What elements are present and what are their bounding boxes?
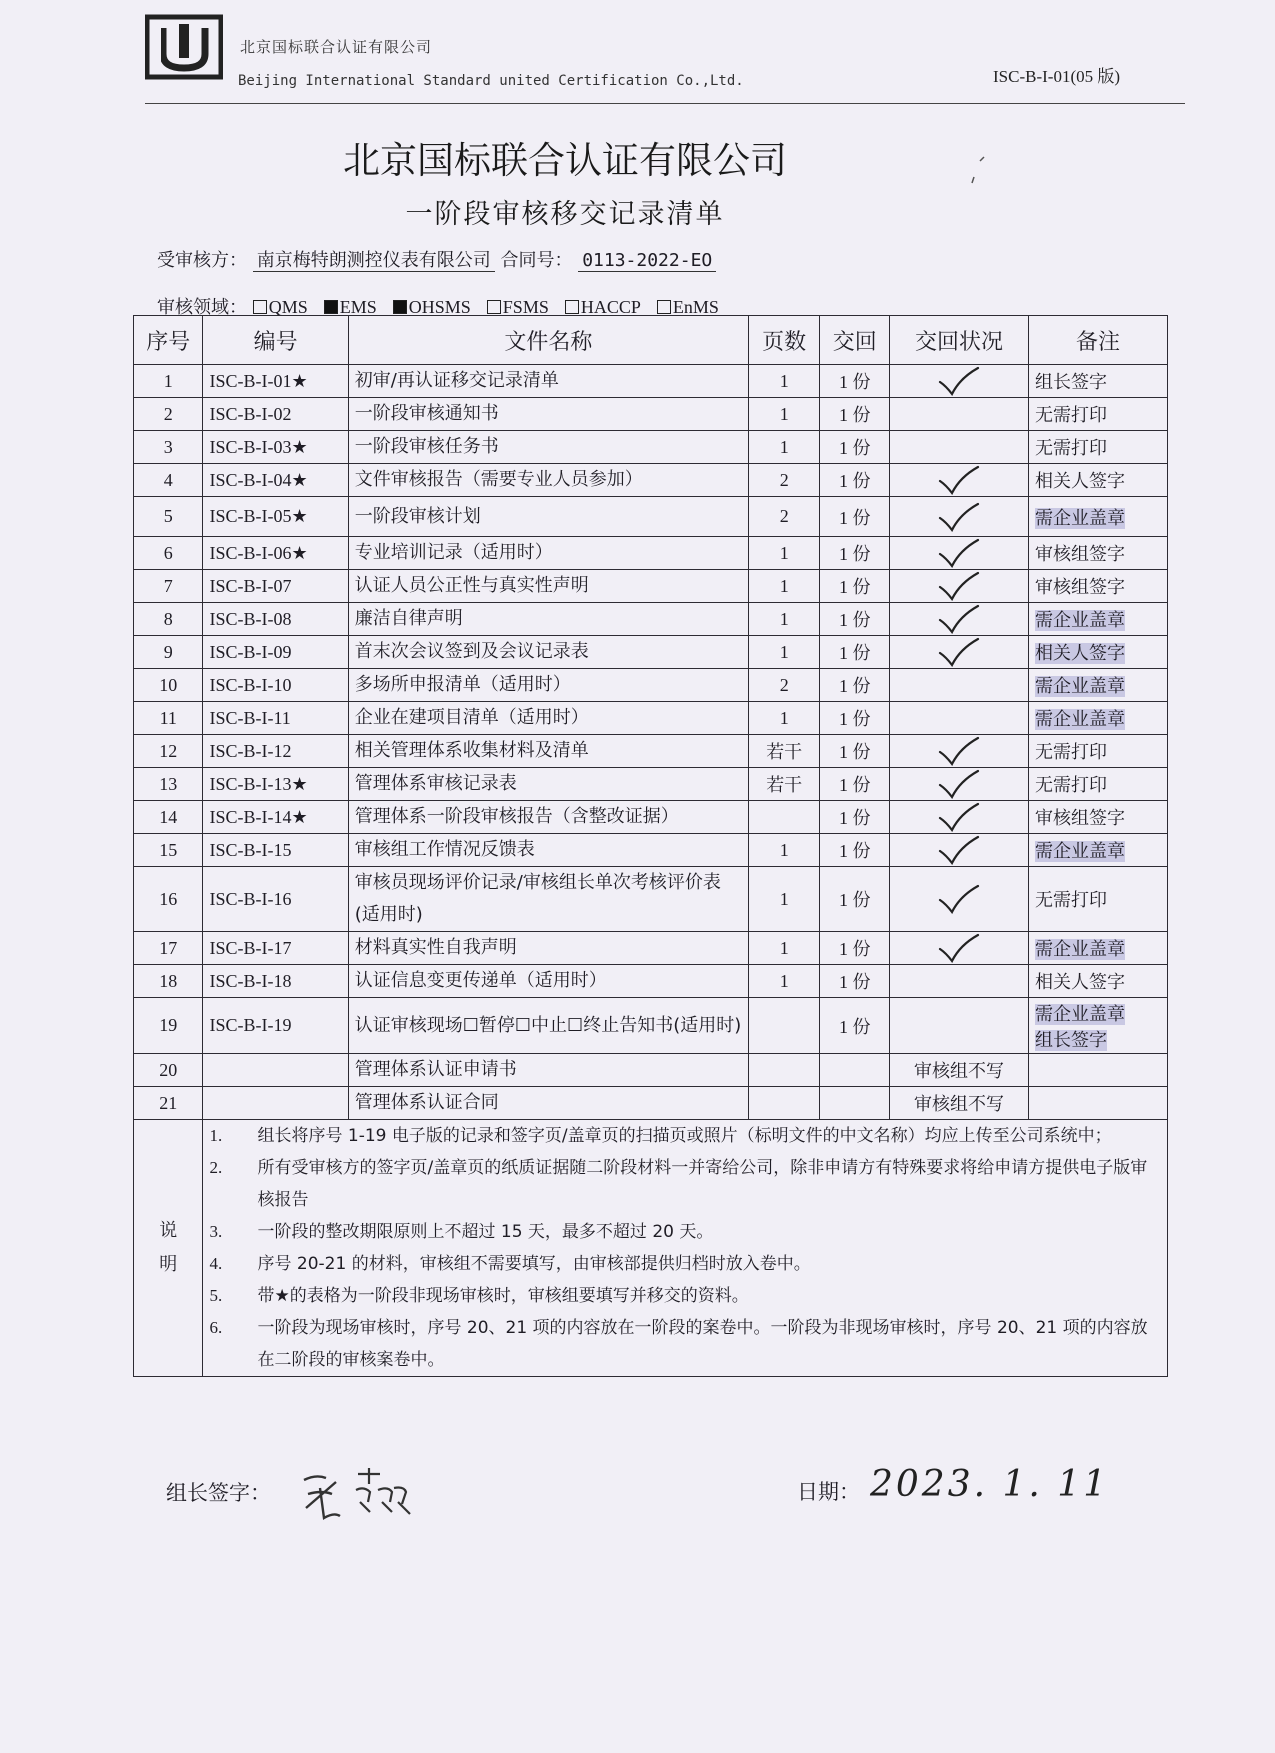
row-seq: 5 [134,497,203,537]
row-return-status [889,570,1028,603]
row-file-name: 企业在建项目清单（适用时） [348,702,748,735]
row-code: ISC-B-I-14★ [203,801,348,834]
row-seq: 9 [134,636,203,669]
leader-signature-label: 组长签字： [166,1481,271,1505]
row-remarks [1028,431,1167,464]
audit-domain-option-qms [253,297,308,317]
row-return-status [889,867,1028,932]
row-file-name: 初审/再认证移交记录清单 [348,365,748,398]
row-returned-copies: 1 份 [820,669,889,702]
row-return-status [889,464,1028,497]
row-code [203,1054,348,1087]
row-pages [748,801,820,834]
row-pages: 2 [748,669,820,702]
row-code: ISC-B-I-09 [203,636,348,669]
row-code: ISC-B-I-10 [203,669,348,702]
notes-label-text: 说 明 [159,1220,178,1275]
row-code: ISC-B-I-11 [203,702,348,735]
note-number: 1. [209,1126,223,1145]
row-seq: 14 [134,801,203,834]
row-code: ISC-B-I-13★ [203,768,348,801]
row-pages: 1 [748,702,820,735]
row-return-status [889,702,1028,735]
note-item [209,1152,1161,1216]
row-pages: 若干 [748,735,820,768]
row-file-name: 管理体系审核记录表 [348,768,748,801]
row-pages: 1 [748,603,820,636]
row-returned-copies: 1 份 [820,497,889,537]
row-seq: 6 [134,537,203,570]
row-returned-copies: 1 份 [820,867,889,932]
row-seq: 1 [134,365,203,398]
row-file-name: 首末次会议签到及会议记录表 [348,636,748,669]
remark-text: 相关人签字 [1034,972,1125,993]
row-pages: 1 [748,965,820,998]
row-file-name: 一阶段审核通知书 [348,398,748,431]
row-seq: 2 [134,398,203,431]
table-row [134,669,1168,702]
header-returned: 交回 [820,316,889,365]
remark-text: 审核组签字 [1034,577,1125,598]
row-file-name: 认证人员公正性与真实性声明 [348,570,748,603]
header-pages: 页数 [748,316,820,365]
notes-content [203,1120,1168,1377]
row-file-name: 审核组工作情况反馈表 [348,834,748,867]
date-label: 日期： [797,1480,860,1504]
row-seq: 7 [134,570,203,603]
row-file-name: 管理体系认证合同 [348,1087,748,1120]
row-return-status [889,932,1028,965]
audit-domain-option-label: EnMS [672,297,719,317]
row-remarks [1028,965,1167,998]
row-pages: 1 [748,431,820,464]
remark-text: 无需打印 [1034,775,1107,796]
remark-text: 相关人签字 [1034,471,1125,492]
row-code: ISC-B-I-06★ [203,537,348,570]
unchecked-box-icon [253,300,267,314]
row-seq: 10 [134,669,203,702]
table-row [134,1087,1168,1120]
row-remarks [1028,702,1167,735]
company-name-en: Beijing International Standard united Certification Co.,Ltd. [238,73,744,89]
table-row [134,464,1168,497]
row-return-status [889,834,1028,867]
table-row [134,1054,1168,1087]
row-return-status [889,768,1028,801]
row-remarks [1028,735,1167,768]
row-returned-copies: 1 份 [820,464,889,497]
row-seq: 20 [134,1054,203,1087]
check-mark-icon [936,571,982,601]
row-return-status [889,801,1028,834]
row-seq: 17 [134,932,203,965]
check-mark-icon [936,769,982,799]
note-text: 所有受审核方的签字页/盖章页的纸质证据随二阶段材料一并寄给公司，除非申请方有特殊要求将给申请方提供电子版审核报告 [257,1158,1148,1210]
check-mark-icon [936,366,982,396]
row-remarks [1028,1054,1167,1087]
remark-text: 无需打印 [1034,742,1107,763]
row-code: ISC-B-I-18 [203,965,348,998]
row-return-status [889,669,1028,702]
row-remarks [1028,932,1167,965]
remark-text: 需企业盖章 [1034,1003,1125,1025]
row-seq: 13 [134,768,203,801]
header-divider [145,103,1185,104]
document-title: 北京国标联合认证有限公司 [343,139,787,182]
table-row [134,768,1168,801]
row-seq: 3 [134,431,203,464]
row-remarks [1028,834,1167,867]
row-file-name: 审核员现场评价记录/审核组长单次考核评价表(适用时) [348,867,748,932]
row-returned-copies: 1 份 [820,932,889,965]
note-number: 3. [209,1222,223,1241]
table-row [134,431,1168,464]
contract-label: 合同号： [500,250,573,271]
date-value: 2023. 1. 11 [870,1464,1110,1505]
row-remarks [1028,669,1167,702]
row-returned-copies: 1 份 [820,636,889,669]
table-row [134,636,1168,669]
audit-domain-option-label: FSMS [502,297,549,317]
audit-domain-option-label: HACCP [580,297,641,317]
audit-domain-option-ohsms [393,297,471,317]
row-return-status [889,636,1028,669]
audit-domain-option-enms [657,297,719,317]
row-pages: 1 [748,834,820,867]
row-seq: 16 [134,867,203,932]
remark-text: 需企业盖章 [1034,939,1125,960]
row-pages: 1 [748,932,820,965]
row-remarks [1028,365,1167,398]
row-returned-copies: 1 份 [820,801,889,834]
audit-domain-option-fsms [487,297,549,317]
company-logo-icon [145,14,223,80]
row-remarks [1028,1087,1167,1120]
row-code: ISC-B-I-04★ [203,464,348,497]
row-code: ISC-B-I-05★ [203,497,348,537]
row-return-status [889,965,1028,998]
row-return-status [889,735,1028,768]
row-return-status: 审核组不写 [889,1054,1028,1087]
row-return-status [889,497,1028,537]
row-seq: 12 [134,735,203,768]
table-row [134,702,1168,735]
remark-text: 需企业盖章 [1034,507,1125,529]
form-number: ISC-B-I-01(05 版) [993,67,1121,86]
row-pages: 1 [748,537,820,570]
row-pages: 若干 [748,768,820,801]
row-returned-copies: 1 份 [820,702,889,735]
note-item [209,1216,1161,1248]
row-file-name: 管理体系一阶段审核报告（含整改证据） [348,801,748,834]
table-row [134,537,1168,570]
contract-number: 0113-2022-EO [578,250,716,272]
table-row [134,965,1168,998]
note-number: 2. [209,1158,223,1177]
check-mark-icon [936,933,982,963]
handwritten-signature [298,1458,418,1528]
row-code: ISC-B-I-12 [203,735,348,768]
row-file-name: 文件审核报告（需要专业人员参加） [348,464,748,497]
table-row [134,867,1168,932]
note-text: 组长将序号 1-19 电子版的记录和签字页/盖章页的扫描页或照片（标明文件的中文名称）均应上传至公司系统中； [257,1126,1112,1146]
remark-text: 组长签字 [1034,372,1107,393]
row-remarks [1028,497,1167,537]
row-pages [748,1087,820,1120]
row-remarks [1028,398,1167,431]
row-file-name: 认证信息变更传递单（适用时） [348,965,748,998]
row-pages: 1 [748,398,820,431]
remark-text: 需企业盖章 [1034,610,1125,631]
remark-text: 需企业盖章 [1034,676,1125,697]
note-item [209,1280,1161,1312]
row-returned-copies: 1 份 [820,965,889,998]
row-returned-copies: 1 份 [820,431,889,464]
row-file-name: 专业培训记录（适用时） [348,537,748,570]
check-mark-icon [936,835,982,865]
row-pages: 1 [748,867,820,932]
note-number: 4. [209,1254,223,1273]
checked-box-icon [393,300,407,314]
unchecked-box-icon [565,300,579,314]
check-mark-icon [936,884,982,914]
row-returned-copies: 1 份 [820,365,889,398]
check-mark-icon [936,538,982,568]
table-row [134,998,1168,1054]
row-returned-copies [820,1054,889,1087]
row-pages: 1 [748,570,820,603]
document-subtitle: 一阶段审核移交记录清单 [405,199,725,230]
row-returned-copies: 1 份 [820,998,889,1054]
remark-text: 相关人签字 [1034,643,1125,664]
table-row [134,932,1168,965]
row-code: ISC-B-I-03★ [203,431,348,464]
note-number: 6. [209,1318,223,1337]
remark-text: 组长签字 [1034,1029,1107,1051]
row-returned-copies: 1 份 [820,537,889,570]
table-row [134,801,1168,834]
header-remarks: 备注 [1028,316,1167,365]
audit-domain-option-haccp [565,297,641,317]
client-row [157,246,716,272]
row-return-status [889,537,1028,570]
row-returned-copies: 1 份 [820,603,889,636]
row-file-name: 认证审核现场☐暂停☐中止☐终止告知书(适用时) [348,998,748,1054]
row-remarks [1028,768,1167,801]
row-file-name: 相关管理体系收集材料及清单 [348,735,748,768]
table-row [134,497,1168,537]
header-return-status: 交回状况 [889,316,1028,365]
row-return-status [889,998,1028,1054]
row-code: ISC-B-I-02 [203,398,348,431]
row-remarks [1028,636,1167,669]
row-remarks [1028,998,1167,1054]
check-mark-icon [936,465,982,495]
row-pages: 2 [748,497,820,537]
row-code: ISC-B-I-07 [203,570,348,603]
audit-domain-option-label: QMS [268,297,308,317]
row-seq: 8 [134,603,203,636]
note-text: 一阶段为现场审核时，序号 20、21 项的内容放在一阶段的案卷中。一阶段为非现场审核时，序号 20、21 项的内容放在二阶段的审核案卷中。 [257,1318,1148,1370]
row-code: ISC-B-I-17 [203,932,348,965]
row-returned-copies [820,1087,889,1120]
row-code: ISC-B-I-16 [203,867,348,932]
row-seq: 15 [134,834,203,867]
table-row [134,603,1168,636]
row-seq: 11 [134,702,203,735]
remark-text: 审核组签字 [1034,808,1125,829]
audit-domain-label: 审核领域： [157,297,247,318]
note-text: 带★的表格为一阶段非现场审核时，审核组要填写并移交的资料。 [257,1286,749,1306]
row-pages [748,1054,820,1087]
row-return-status: 审核组不写 [889,1087,1028,1120]
row-code: ISC-B-I-19 [203,998,348,1054]
row-pages: 1 [748,636,820,669]
audit-domain-option-ems [324,297,377,317]
row-return-status [889,431,1028,464]
row-returned-copies: 1 份 [820,570,889,603]
table-row [134,834,1168,867]
row-code: ISC-B-I-01★ [203,365,348,398]
unchecked-box-icon [657,300,671,314]
note-item [209,1312,1161,1376]
row-remarks [1028,570,1167,603]
audit-domain-option-label: OHSMS [408,297,471,317]
client-label: 受审核方： [157,250,247,271]
check-mark-icon [936,802,982,832]
remark-text: 无需打印 [1034,438,1107,459]
row-seq: 19 [134,998,203,1054]
row-remarks [1028,603,1167,636]
row-file-name: 材料真实性自我声明 [348,932,748,965]
note-item [209,1248,1161,1280]
table-row [134,570,1168,603]
check-mark-icon [936,637,982,667]
table-row [134,735,1168,768]
remark-text: 需企业盖章 [1034,841,1125,862]
check-mark-icon [936,502,982,532]
remark-text: 审核组签字 [1034,544,1125,565]
row-returned-copies: 1 份 [820,398,889,431]
row-code [203,1087,348,1120]
client-name: 南京梅特朗测控仪表有限公司 [253,250,495,272]
header-seq: 序号 [134,316,203,365]
row-pages: 2 [748,464,820,497]
transfer-record-table [133,315,1168,1377]
check-mark-icon [936,736,982,766]
row-returned-copies: 1 份 [820,768,889,801]
row-returned-copies: 1 份 [820,735,889,768]
row-return-status [889,398,1028,431]
row-pages: 1 [748,365,820,398]
audit-domain-option-label: EMS [339,297,377,317]
row-seq: 21 [134,1087,203,1120]
row-remarks [1028,801,1167,834]
row-return-status [889,365,1028,398]
remark-text: 无需打印 [1034,405,1107,426]
note-number: 5. [209,1286,223,1305]
row-remarks [1028,537,1167,570]
row-seq: 4 [134,464,203,497]
table-header-row [134,316,1168,365]
row-returned-copies: 1 份 [820,834,889,867]
row-remarks [1028,464,1167,497]
check-mark-icon [936,604,982,634]
company-name-cn: 北京国标联合认证有限公司 [240,38,433,56]
row-file-name: 廉洁自律声明 [348,603,748,636]
row-file-name: 一阶段审核任务书 [348,431,748,464]
notes-row [134,1120,1168,1377]
header-name: 文件名称 [348,316,748,365]
row-return-status [889,603,1028,636]
row-code: ISC-B-I-15 [203,834,348,867]
row-code: ISC-B-I-08 [203,603,348,636]
row-remarks [1028,867,1167,932]
unchecked-box-icon [487,300,501,314]
table-row [134,398,1168,431]
row-file-name: 一阶段审核计划 [348,497,748,537]
row-file-name: 管理体系认证申请书 [348,1054,748,1087]
header-code: 编号 [203,316,348,365]
note-item [209,1120,1161,1152]
table-row [134,365,1168,398]
row-pages [748,998,820,1054]
checked-box-icon [324,300,338,314]
row-seq: 18 [134,965,203,998]
remark-text: 需企业盖章 [1034,709,1125,730]
remark-text: 无需打印 [1034,890,1107,911]
note-text: 一阶段的整改期限原则上不超过 15 天，最多不超过 20 天。 [257,1222,714,1242]
notes-label [134,1120,203,1377]
row-file-name: 多场所申报清单（适用时） [348,669,748,702]
note-text: 序号 20-21 的材料，审核组不需要填写，由审核部提供归档时放入卷中。 [257,1254,811,1274]
